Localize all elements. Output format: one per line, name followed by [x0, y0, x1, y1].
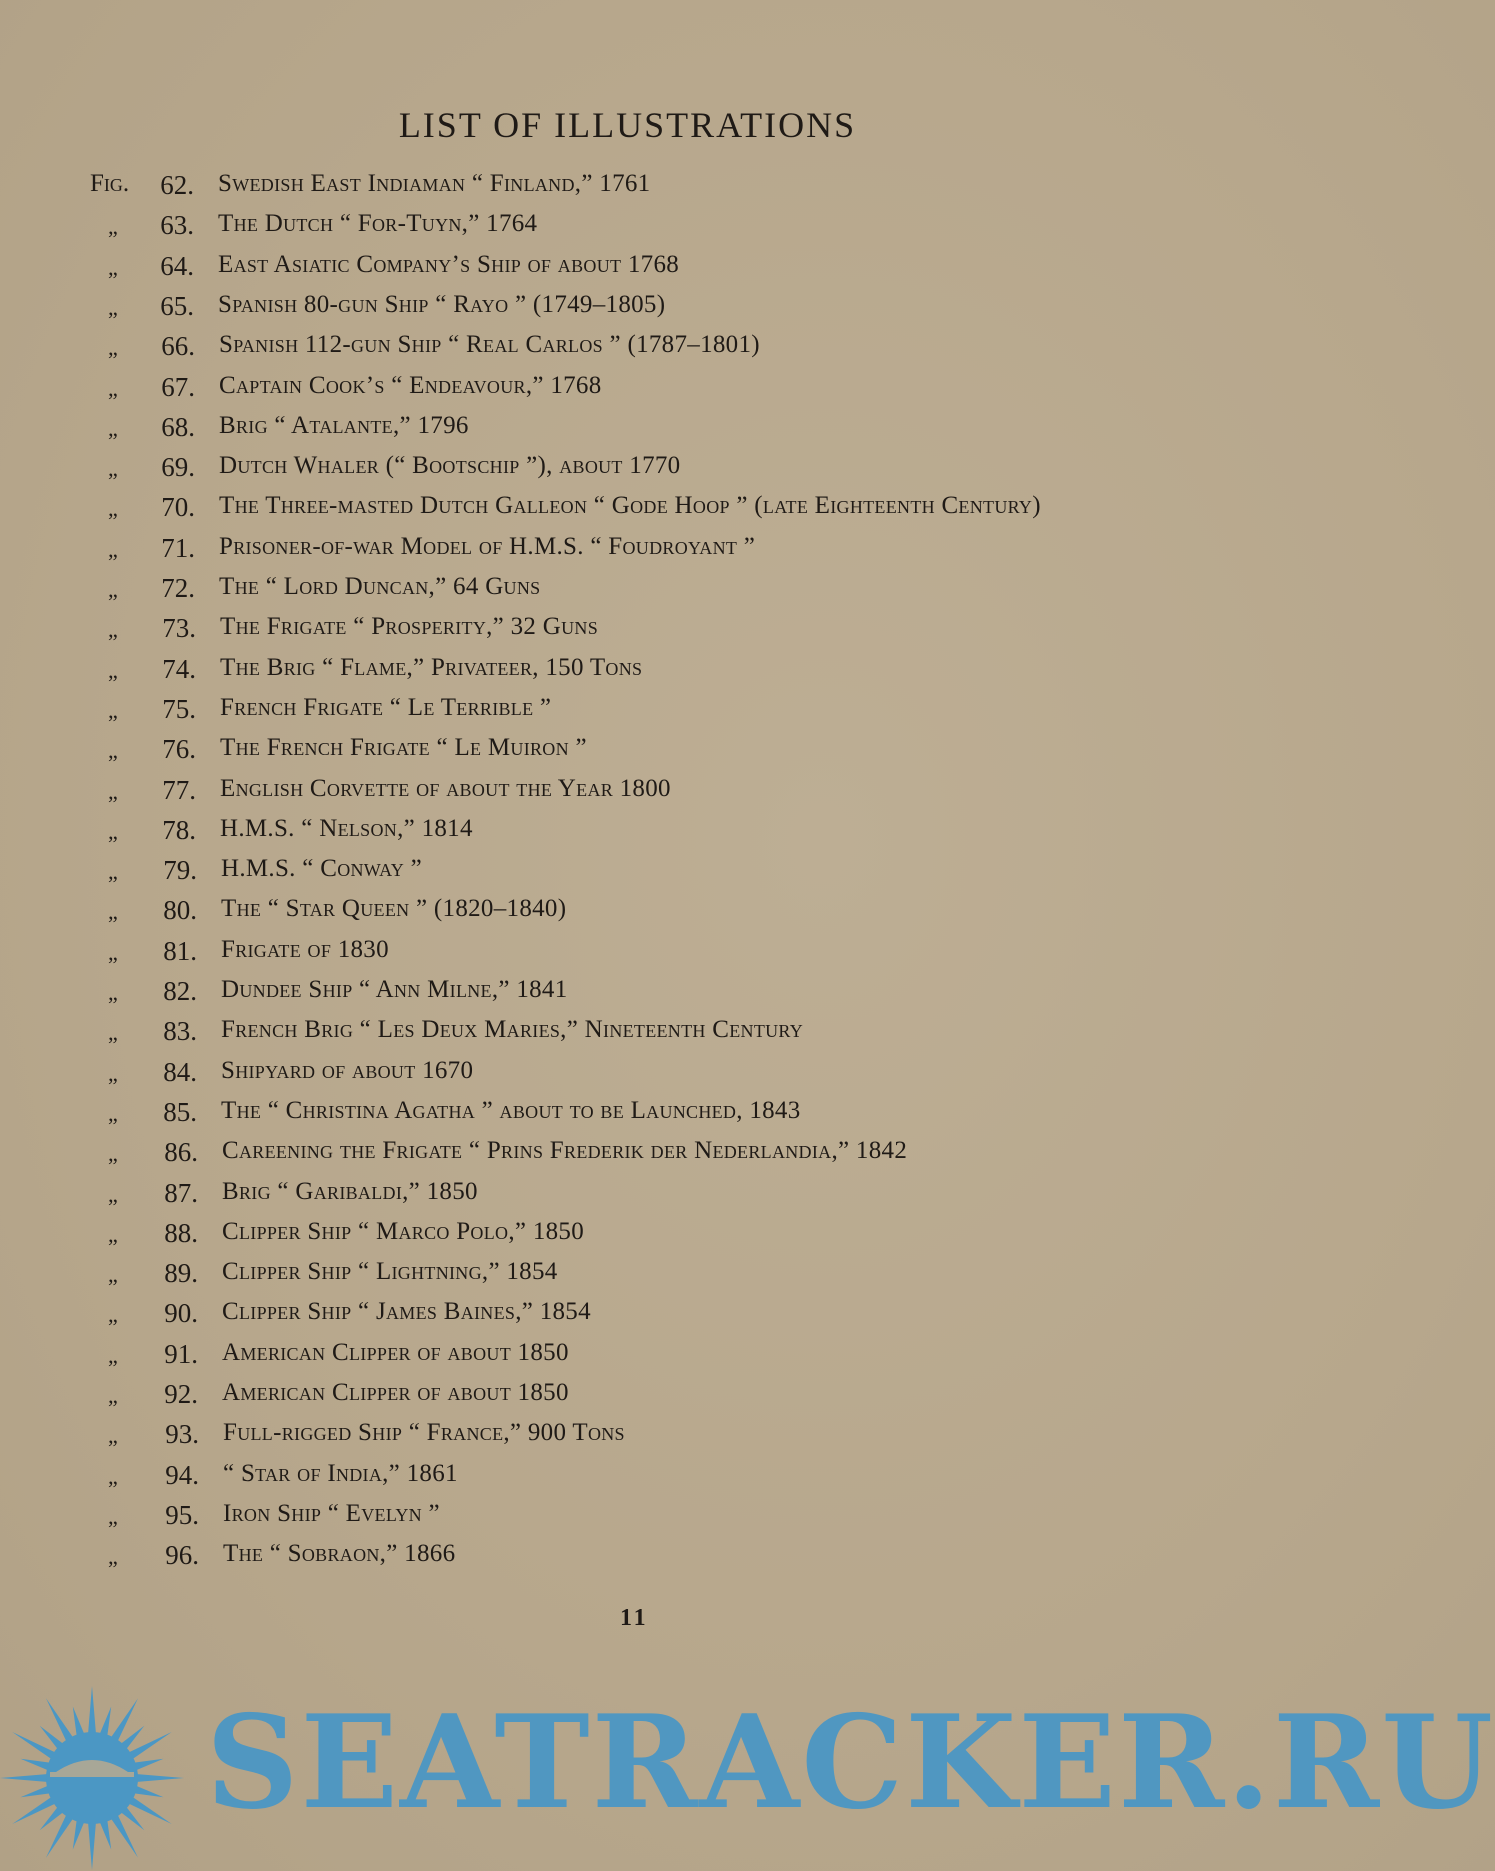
ditto-mark: „	[108, 617, 118, 643]
figure-number: 76.	[162, 734, 196, 765]
ditto-mark: „	[108, 738, 118, 764]
ditto-mark: „	[108, 1503, 118, 1529]
list-item	[0, 1097, 1260, 1137]
ditto-mark: „	[108, 294, 118, 320]
figure-caption: Frigate of 1830	[221, 935, 389, 963]
figure-caption: The “ Christina Agatha ” about to be Launched, 1843	[221, 1096, 801, 1124]
list-item	[0, 573, 1260, 613]
figure-number: 75.	[162, 693, 196, 724]
sun-ray	[88, 1686, 96, 1734]
figure-number: 92.	[164, 1379, 198, 1409]
list-item	[0, 1218, 1260, 1258]
ditto-mark: „	[108, 1544, 118, 1570]
ditto-mark: „	[108, 496, 118, 522]
list-item	[0, 1298, 1260, 1338]
figure-number: 72.	[161, 573, 195, 603]
figure-caption: Spanish 80-gun Ship “ Rayo ” (1749–1805)	[218, 290, 666, 318]
ditto-mark: „	[108, 456, 118, 482]
ditto-mark: „	[108, 1383, 118, 1408]
list-item	[0, 452, 1260, 492]
figure-number: 67.	[161, 371, 195, 402]
list-item	[0, 1500, 1260, 1540]
figure-caption: H.M.S. “ Nelson,” 1814	[220, 814, 473, 842]
figure-number: 87.	[164, 1177, 198, 1208]
sun-ray	[88, 1822, 96, 1870]
ditto-mark: „	[108, 577, 118, 602]
figure-number: 74.	[162, 653, 196, 684]
list-item	[0, 895, 1260, 935]
figure-number: 86.	[164, 1137, 198, 1168]
figure-number: 95.	[165, 1499, 199, 1530]
ditto-mark: „	[108, 375, 118, 401]
figure-caption: The “ Lord Duncan,” 64 Guns	[219, 573, 541, 600]
figure-caption: East Asiatic Company’s Ship of about 1768	[218, 250, 680, 278]
figure-caption: English Corvette of about the Year 1800	[220, 774, 671, 802]
list-item	[0, 613, 1260, 653]
figure-number: 83.	[163, 1016, 197, 1047]
sun-ray	[73, 1707, 85, 1737]
ditto-mark: „	[108, 939, 118, 965]
ditto-mark: „	[108, 778, 118, 804]
figure-caption: French Brig “ Les Deux Maries,” Nineteenth Century	[221, 1016, 804, 1044]
ditto-mark: „	[108, 1221, 118, 1247]
page-title: LIST OF ILLUSTRATIONS	[398, 105, 857, 145]
ditto-mark: „	[108, 254, 118, 280]
figure-caption: “ Star of India,” 1861	[223, 1459, 458, 1487]
ditto-mark: „	[108, 1181, 118, 1207]
list-item	[0, 251, 1260, 291]
list-item	[0, 936, 1260, 976]
ditto-mark: „	[108, 1100, 118, 1126]
sun-ray	[136, 1774, 184, 1782]
list-item	[0, 1137, 1260, 1177]
figure-number: 81.	[163, 935, 197, 966]
list-item	[0, 654, 1260, 694]
ditto-mark: „	[108, 214, 118, 240]
ditto-mark: „	[108, 1342, 118, 1368]
sun-ray	[100, 1707, 112, 1737]
list-item	[0, 331, 1260, 371]
figure-caption: The “ Sobraon,” 1866	[223, 1540, 456, 1568]
figure-number: 77.	[162, 774, 196, 805]
figure-number: 91.	[164, 1338, 198, 1369]
figure-number: 82.	[163, 976, 197, 1006]
ditto-mark: „	[108, 697, 118, 723]
list-item	[0, 1258, 1260, 1298]
figure-number: 78.	[162, 814, 196, 845]
figure-caption: Clipper Ship “ Lightning,” 1854	[222, 1258, 558, 1286]
sun-ray	[0, 1774, 48, 1782]
ditto-mark: „	[108, 415, 118, 441]
figure-number: 96.	[165, 1540, 199, 1571]
list-item	[0, 855, 1260, 895]
figure-caption: The French Frigate “ Le Muiron ”	[220, 734, 587, 762]
ditto-mark: „	[108, 657, 118, 683]
figure-number: 63.	[160, 210, 194, 241]
figure-caption: Brig “ Atalante,” 1796	[219, 411, 469, 439]
fig-label: Fig.	[90, 170, 130, 197]
figure-number: 80.	[163, 895, 197, 926]
figure-caption: Careening the Frigate “ Prins Frederik der Nederlandia,” 1842	[222, 1137, 908, 1165]
page-number: 11	[620, 1605, 649, 1631]
ditto-mark: „	[108, 899, 118, 925]
figure-caption: Spanish 112-gun Ship “ Real Carlos ” (1787–1801)	[219, 331, 760, 359]
list-item	[0, 734, 1260, 774]
figure-caption: French Frigate “ Le Terrible ”	[220, 693, 552, 721]
list-item	[0, 1339, 1260, 1379]
figure-caption: Clipper Ship “ Marco Polo,” 1850	[222, 1217, 585, 1245]
figure-caption: Swedish East Indiaman “ Finland,” 1761	[218, 170, 651, 197]
figure-caption: The Three-masted Dutch Galleon “ Gode Hoop ” (late Eighteenth Century)	[219, 492, 1041, 520]
list-item	[0, 1460, 1260, 1500]
figure-caption: Iron Ship “ Evelyn ”	[223, 1499, 440, 1527]
sun-ray	[100, 1819, 112, 1849]
list-item	[0, 1379, 1260, 1419]
figure-caption: Dundee Ship “ Ann Milne,” 1841	[221, 976, 568, 1003]
ditto-mark: „	[108, 1302, 118, 1328]
list-item	[0, 1419, 1260, 1459]
ditto-mark: „	[108, 1060, 118, 1086]
figure-caption: Full-rigged Ship “ France,” 900 Tons	[223, 1419, 625, 1447]
figure-number: 79.	[163, 855, 197, 886]
figure-number: 66.	[161, 331, 195, 362]
figure-number: 88.	[164, 1217, 198, 1248]
figure-caption: The Dutch “ For-Tuyn,” 1764	[218, 210, 538, 238]
list-item	[0, 291, 1260, 331]
figure-caption: Brig “ Garibaldi,” 1850	[222, 1177, 478, 1205]
list-item	[0, 492, 1260, 532]
sun-ray	[21, 1759, 51, 1771]
list-item	[0, 1178, 1260, 1218]
ditto-mark: „	[108, 859, 118, 885]
list-item	[0, 815, 1260, 855]
figure-caption: Prisoner-of-war Model of H.M.S. “ Foudroyant ”	[219, 532, 756, 560]
ditto-mark: „	[108, 980, 118, 1005]
figure-number: 85.	[163, 1096, 197, 1127]
figure-caption: American Clipper of about 1850	[222, 1379, 569, 1406]
sun-ray	[73, 1819, 85, 1849]
figure-number: 68.	[161, 411, 195, 442]
ditto-mark: „	[108, 1141, 118, 1167]
figure-number: 89.	[164, 1258, 198, 1289]
list-item	[0, 1540, 1260, 1580]
list-item	[0, 976, 1260, 1016]
ditto-mark: „	[108, 1423, 118, 1449]
ditto-mark: „	[108, 335, 118, 361]
figure-number: 70.	[161, 492, 195, 523]
list-item	[0, 372, 1260, 412]
ditto-mark: „	[108, 1020, 118, 1046]
list-item	[0, 775, 1260, 815]
figure-caption: Dutch Whaler (“ Bootschip ”), about 1770	[219, 452, 681, 480]
sun-ray	[133, 1759, 163, 1771]
figure-number: 65.	[160, 290, 194, 321]
list-item	[0, 694, 1260, 734]
figure-number: 64.	[160, 250, 194, 281]
list-item	[0, 533, 1260, 573]
ditto-mark: „	[108, 536, 118, 562]
figure-caption: Clipper Ship “ James Baines,” 1854	[222, 1298, 591, 1326]
figure-number: 62.	[160, 170, 194, 200]
list-item	[0, 412, 1260, 452]
figure-number: 69.	[161, 452, 195, 483]
figure-caption: The Frigate “ Prosperity,” 32 Guns	[220, 613, 599, 641]
figure-caption: Captain Cook’s “ Endeavour,” 1768	[219, 371, 602, 399]
ditto-mark: „	[108, 1463, 118, 1489]
figure-number: 73.	[162, 613, 196, 644]
list-item	[0, 1016, 1260, 1056]
list-item	[0, 210, 1260, 250]
figure-caption: The Brig “ Flame,” Privateer, 150 Tons	[220, 653, 643, 681]
figure-number: 90.	[164, 1298, 198, 1329]
figure-number: 93.	[165, 1419, 199, 1450]
figure-caption: Shipyard of about 1670	[221, 1056, 474, 1084]
ditto-mark: „	[108, 818, 118, 844]
sun-ray	[133, 1786, 163, 1798]
ditto-mark: „	[108, 1262, 118, 1288]
figure-number: 94.	[165, 1459, 199, 1490]
watermark-text: SEATRACKER.RU	[206, 1688, 1495, 1838]
figure-caption: The “ Star Queen ” (1820–1840)	[221, 895, 567, 923]
list-item	[0, 170, 1260, 210]
sun-burst-icon	[0, 1686, 184, 1870]
figure-number: 84.	[163, 1056, 197, 1087]
figure-number: 71.	[161, 532, 195, 563]
figure-caption: American Clipper of about 1850	[222, 1338, 569, 1366]
list-item	[0, 1057, 1260, 1097]
sun-ray	[21, 1786, 51, 1798]
figure-caption: H.M.S. “ Conway ”	[221, 855, 422, 883]
